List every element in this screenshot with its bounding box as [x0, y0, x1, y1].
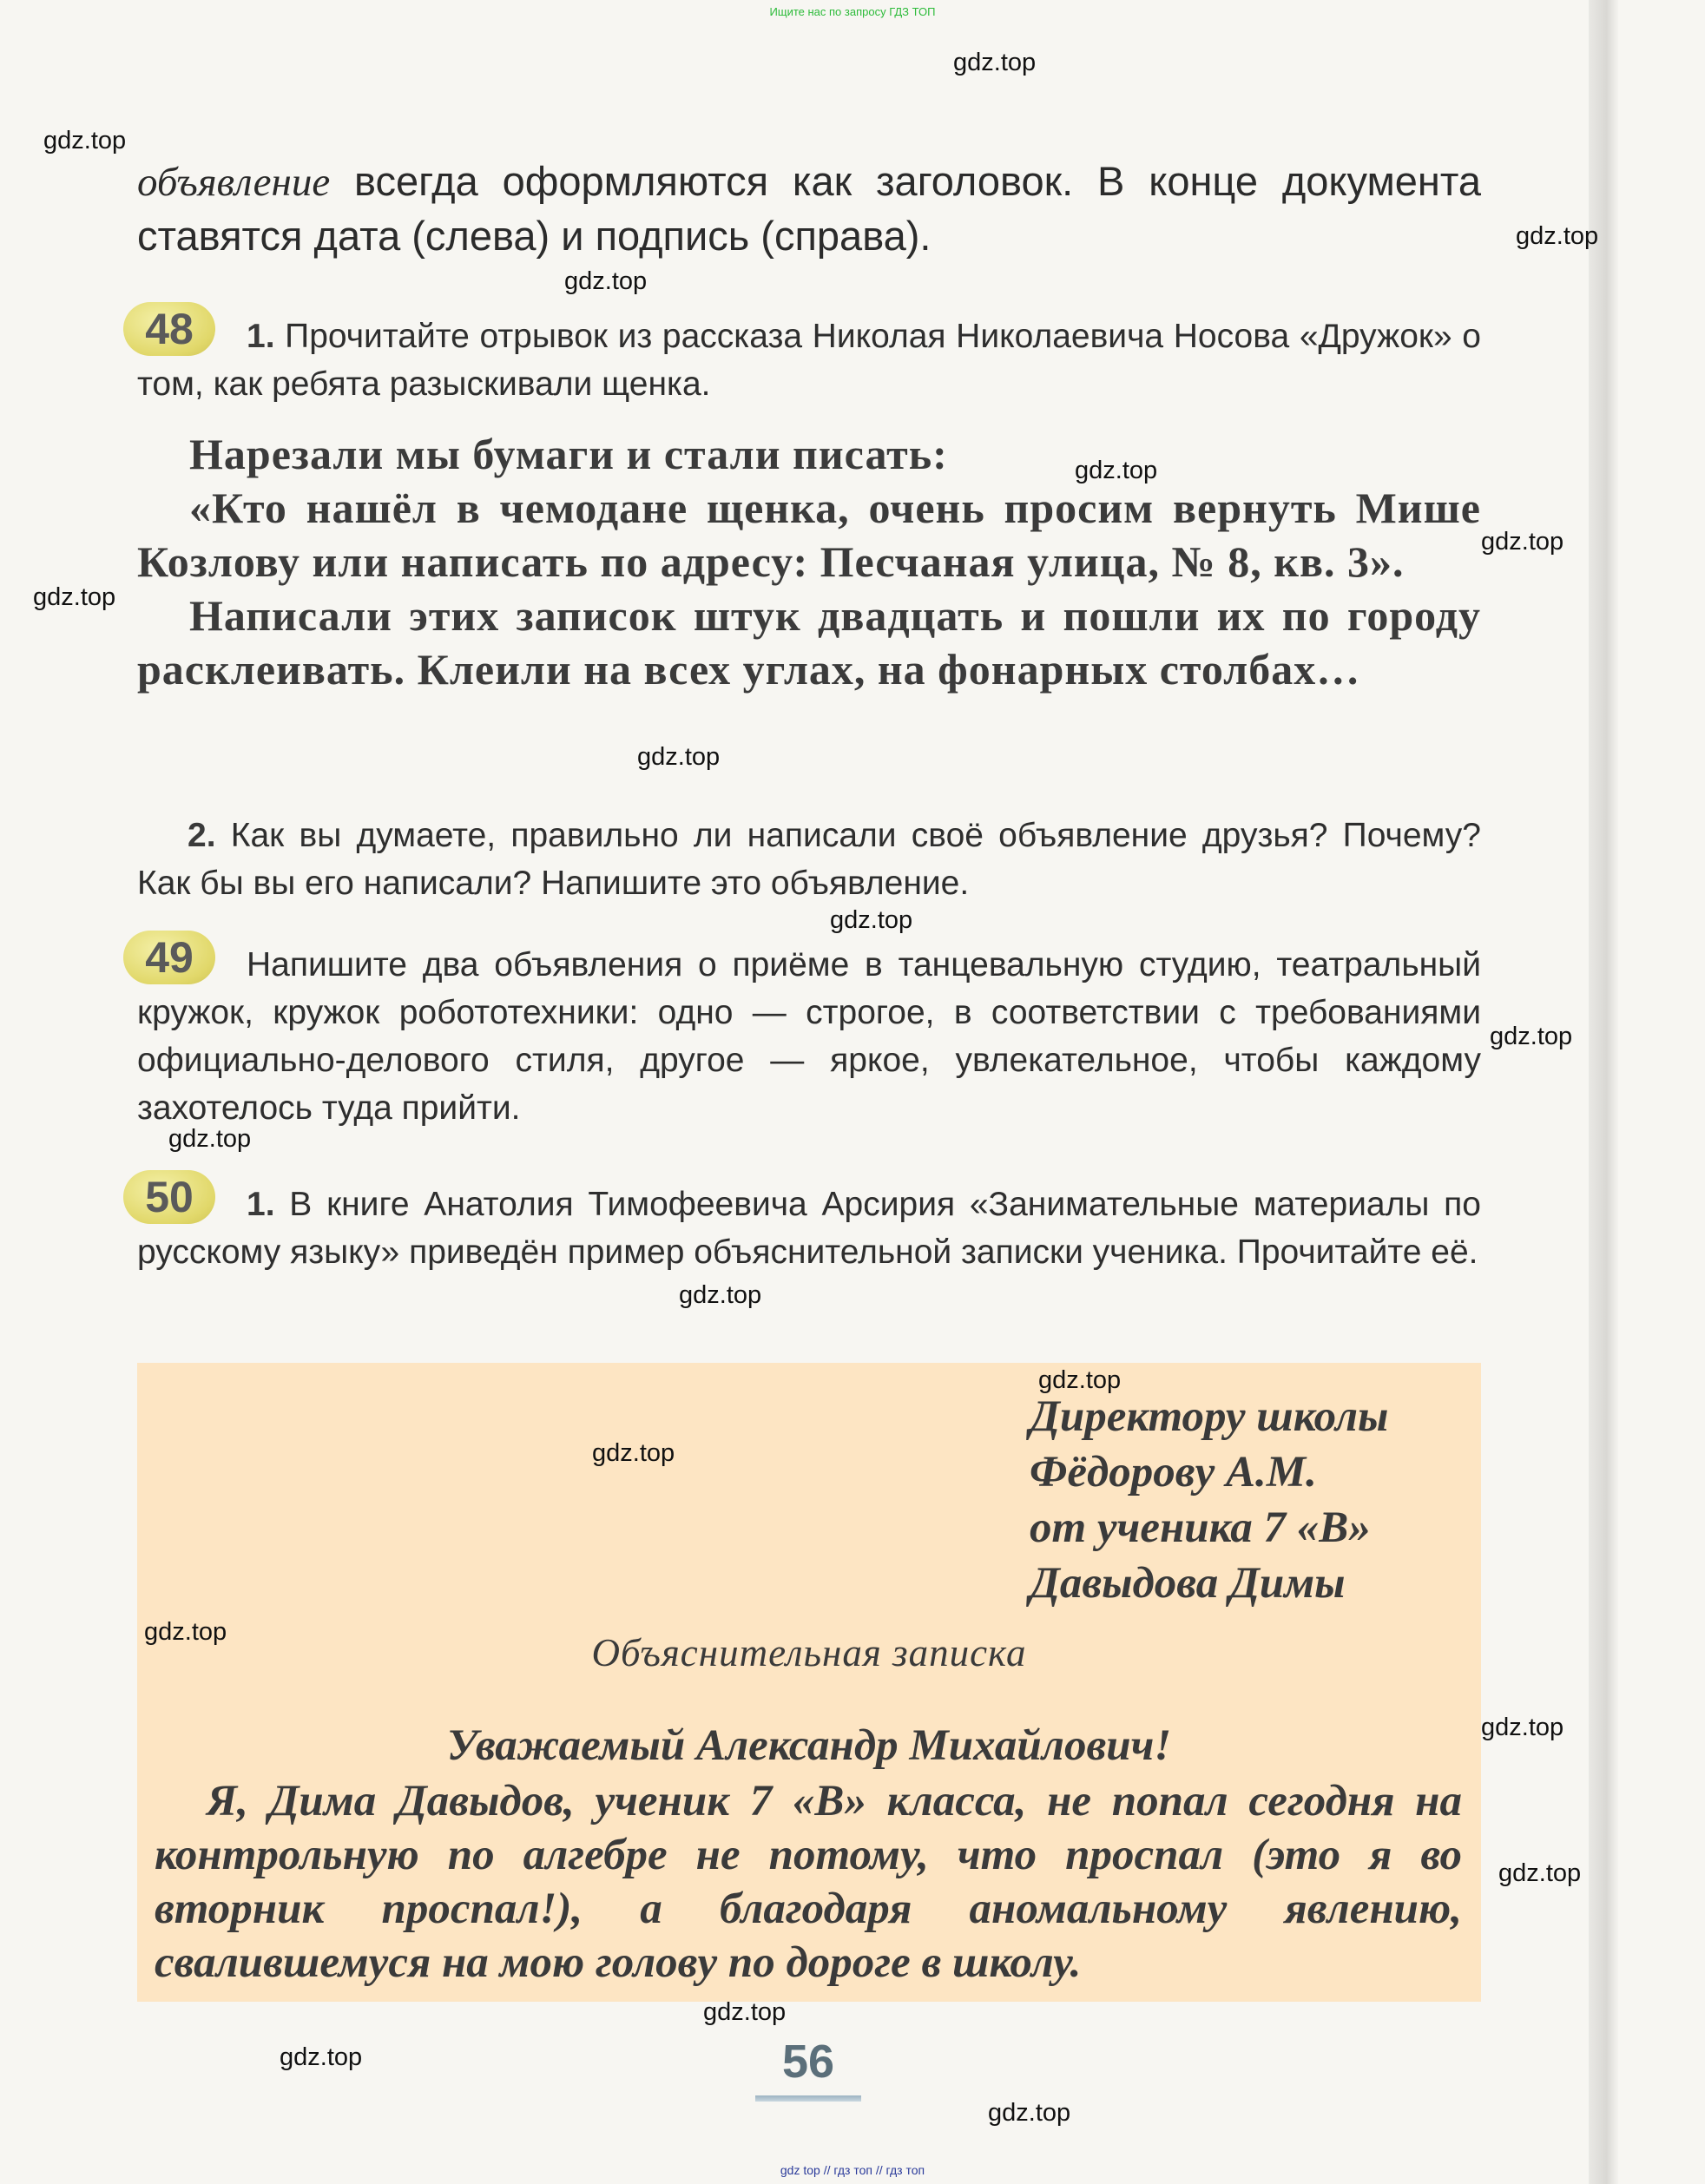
- exercise-50-part1-number: 1.: [247, 1186, 275, 1223]
- watermark: gdz.top: [564, 267, 648, 295]
- addressee-line: Директору школы: [1030, 1392, 1389, 1441]
- watermark: gdz.top: [280, 2043, 363, 2071]
- bottom-links[interactable]: gdz top // гдз топ // гдз топ: [780, 2163, 925, 2177]
- note-addressee: [1030, 1389, 1481, 1611]
- watermark: gdz.top: [953, 49, 1037, 76]
- explanatory-note-box: [137, 1363, 1481, 2002]
- watermark: gdz.top: [830, 906, 913, 934]
- watermark: gdz.top: [43, 127, 127, 155]
- exercise-49-badge: 49: [123, 931, 215, 984]
- intro-paragraph: [137, 155, 1481, 263]
- watermark: gdz.top: [1481, 528, 1564, 556]
- watermark: gdz.top: [679, 1281, 762, 1309]
- watermark: gdz.top: [703, 1998, 787, 2026]
- exercise-49-body: Напишите два объявления о приёме в танцевальную студию, театральный кружок, кружок робототехники: одно — строгое, в соответствии с требованиями официально-делового стиля, другое — яркое, увлекательное, чтобы каждому захотелось туда прийти.: [137, 946, 1481, 1127]
- exercise-48-part2-text: Как вы думаете, правильно ли написали своё объявление друзья? Почему? Как бы вы его написали? Напишите это объявление.: [137, 817, 1481, 902]
- intro-italic-word: объявление: [137, 160, 331, 205]
- exercise-50-part1-text: В книге Анатолия Тимофеевича Арсирия «Занимательные материалы по русскому языку» приведён пример объяснительной записки ученика. Прочитайте её.: [137, 1186, 1481, 1271]
- exercise-48-badge: 48: [123, 302, 215, 356]
- page-edge-shadow: [1589, 0, 1618, 2184]
- intro-text: всегда оформляются как заголовок. В конце документа ставятся дата (слева) и подпись (справа).: [137, 158, 1481, 259]
- watermark: gdz.top: [592, 1439, 675, 1467]
- addressee-line: от ученика 7 «В»: [1030, 1503, 1371, 1552]
- top-search-hint[interactable]: Ищите нас по запросу ГДЗ ТОП: [769, 5, 936, 18]
- watermark: gdz.top: [1490, 1023, 1573, 1050]
- watermark: gdz.top: [1075, 457, 1158, 484]
- exercise-50-part1: [137, 1181, 1481, 1276]
- watermark: gdz.top: [1498, 1859, 1582, 1887]
- nosov-quote-line3: Написали этих записок штук двадцать и пошли их по городу расклеивать. Клеили на всех углах, на фонарных столбах…: [137, 591, 1481, 694]
- exercise-48-part2: [137, 812, 1481, 907]
- exercise-48-part1: [137, 312, 1481, 408]
- exercise-50-badge: 50: [123, 1170, 215, 1224]
- watermark: gdz.top: [168, 1125, 252, 1153]
- watermark: gdz.top: [33, 583, 116, 611]
- watermark: gdz.top: [1481, 1714, 1564, 1741]
- watermark: gdz.top: [1038, 1366, 1122, 1394]
- page-number-underline: [755, 2095, 861, 2102]
- note-body: [155, 1774, 1462, 1990]
- watermark: gdz.top: [144, 1618, 227, 1646]
- exercise-48-part1-number: 1.: [247, 318, 275, 355]
- addressee-line: Фёдорову А.М.: [1030, 1448, 1317, 1497]
- addressee-line: Давыдова Димы: [1030, 1559, 1346, 1608]
- exercise-48-part2-number: 2.: [188, 817, 216, 854]
- watermark: gdz.top: [637, 743, 721, 771]
- note-body-text: Я, Дима Давыдов, ученик 7 «В» класса, не попал сегодня на контрольную по алгебре не потому, что проспал (это я во вторник проспал!), а благодаря аномальному явлению, свалившемуся на мою голову по дороге в школу.: [155, 1777, 1462, 1987]
- nosov-quote-line1: Нарезали мы бумаги и стали писать:: [189, 430, 948, 478]
- note-salutation: Уважаемый Александр Михайлович!: [446, 1721, 1172, 1770]
- exercise-48-part1-text: Прочитайте отрывок из рассказа Николая Николаевича Носова «Дружок» о том, как ребята разыскивали щенка.: [137, 318, 1481, 403]
- nosov-quote: [137, 427, 1481, 696]
- nosov-quote-line2: «Кто нашёл в чемодане щенка, очень просим вернуть Мише Козлову или написать по адресу: Песчаная улица, № 8, кв. 3».: [137, 484, 1481, 586]
- page-number: 56: [781, 2036, 835, 2088]
- watermark: gdz.top: [1516, 222, 1599, 250]
- watermark: gdz.top: [988, 2099, 1071, 2127]
- exercise-49-text: [137, 941, 1481, 1132]
- note-title: Объяснительная записка: [591, 1631, 1027, 1674]
